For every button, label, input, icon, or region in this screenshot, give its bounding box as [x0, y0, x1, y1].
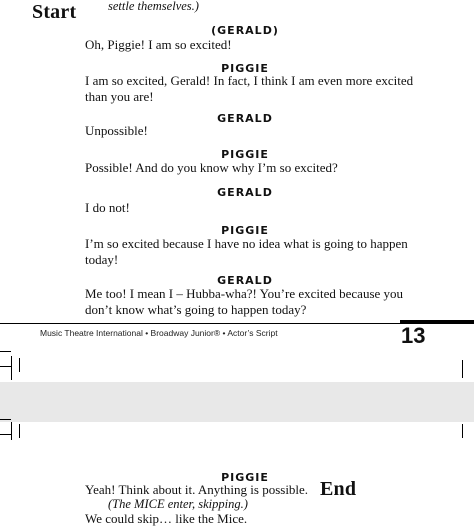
crop-mark [19, 358, 20, 372]
footer-credit: Music Theatre International • Broadway Junior® • Actor’s Script [40, 328, 278, 338]
stage-direction: (The MICE enter, skipping.) [108, 497, 248, 511]
crop-mark [0, 366, 11, 367]
character-name: (GERALD) [211, 24, 279, 37]
dialogue-line: Possible! And do you know why I’m so excited? [85, 160, 338, 175]
character-name: GERALD [217, 274, 273, 287]
character-name: PIGGIE [221, 471, 269, 484]
dialogue-line: We could skip… like the Mice. [85, 511, 248, 526]
dialogue-line: I am so excited, Gerald! In fact, I think I am even more excited than you are! [85, 73, 414, 104]
dialogue-line: Me too! I mean I – Hubba-wha?! You’re excited because you don’t know what’s going to happen today? [85, 286, 404, 317]
crop-mark [11, 422, 12, 440]
crop-mark [462, 424, 463, 438]
crop-mark [0, 434, 11, 435]
character-name: PIGGIE [221, 148, 269, 161]
dialogue-line: I’m so excited because I have no idea what is going to happen today! [85, 236, 408, 267]
footer-rule [0, 323, 420, 324]
page-number: 13 [401, 323, 426, 348]
crop-mark [0, 419, 11, 420]
stage-direction-top: settle themselves.) [108, 0, 199, 13]
page-break-band [0, 382, 474, 422]
start-marker: Start [32, 1, 77, 23]
crop-mark [19, 424, 20, 438]
dialogue-line: Unpossible! [85, 123, 148, 138]
crop-mark [0, 351, 11, 352]
crop-mark [11, 356, 12, 380]
character-name: PIGGIE [221, 62, 269, 75]
character-name: GERALD [217, 186, 273, 199]
dialogue-line: Yeah! Think about it. Anything is possible. [85, 482, 309, 497]
dialogue-line: Oh, Piggie! I am so excited! [85, 37, 232, 52]
character-name: GERALD [217, 112, 273, 125]
crop-mark [462, 360, 463, 378]
end-marker: End [320, 478, 357, 500]
character-name: PIGGIE [221, 224, 269, 237]
dialogue-line: I do not! [85, 200, 130, 215]
